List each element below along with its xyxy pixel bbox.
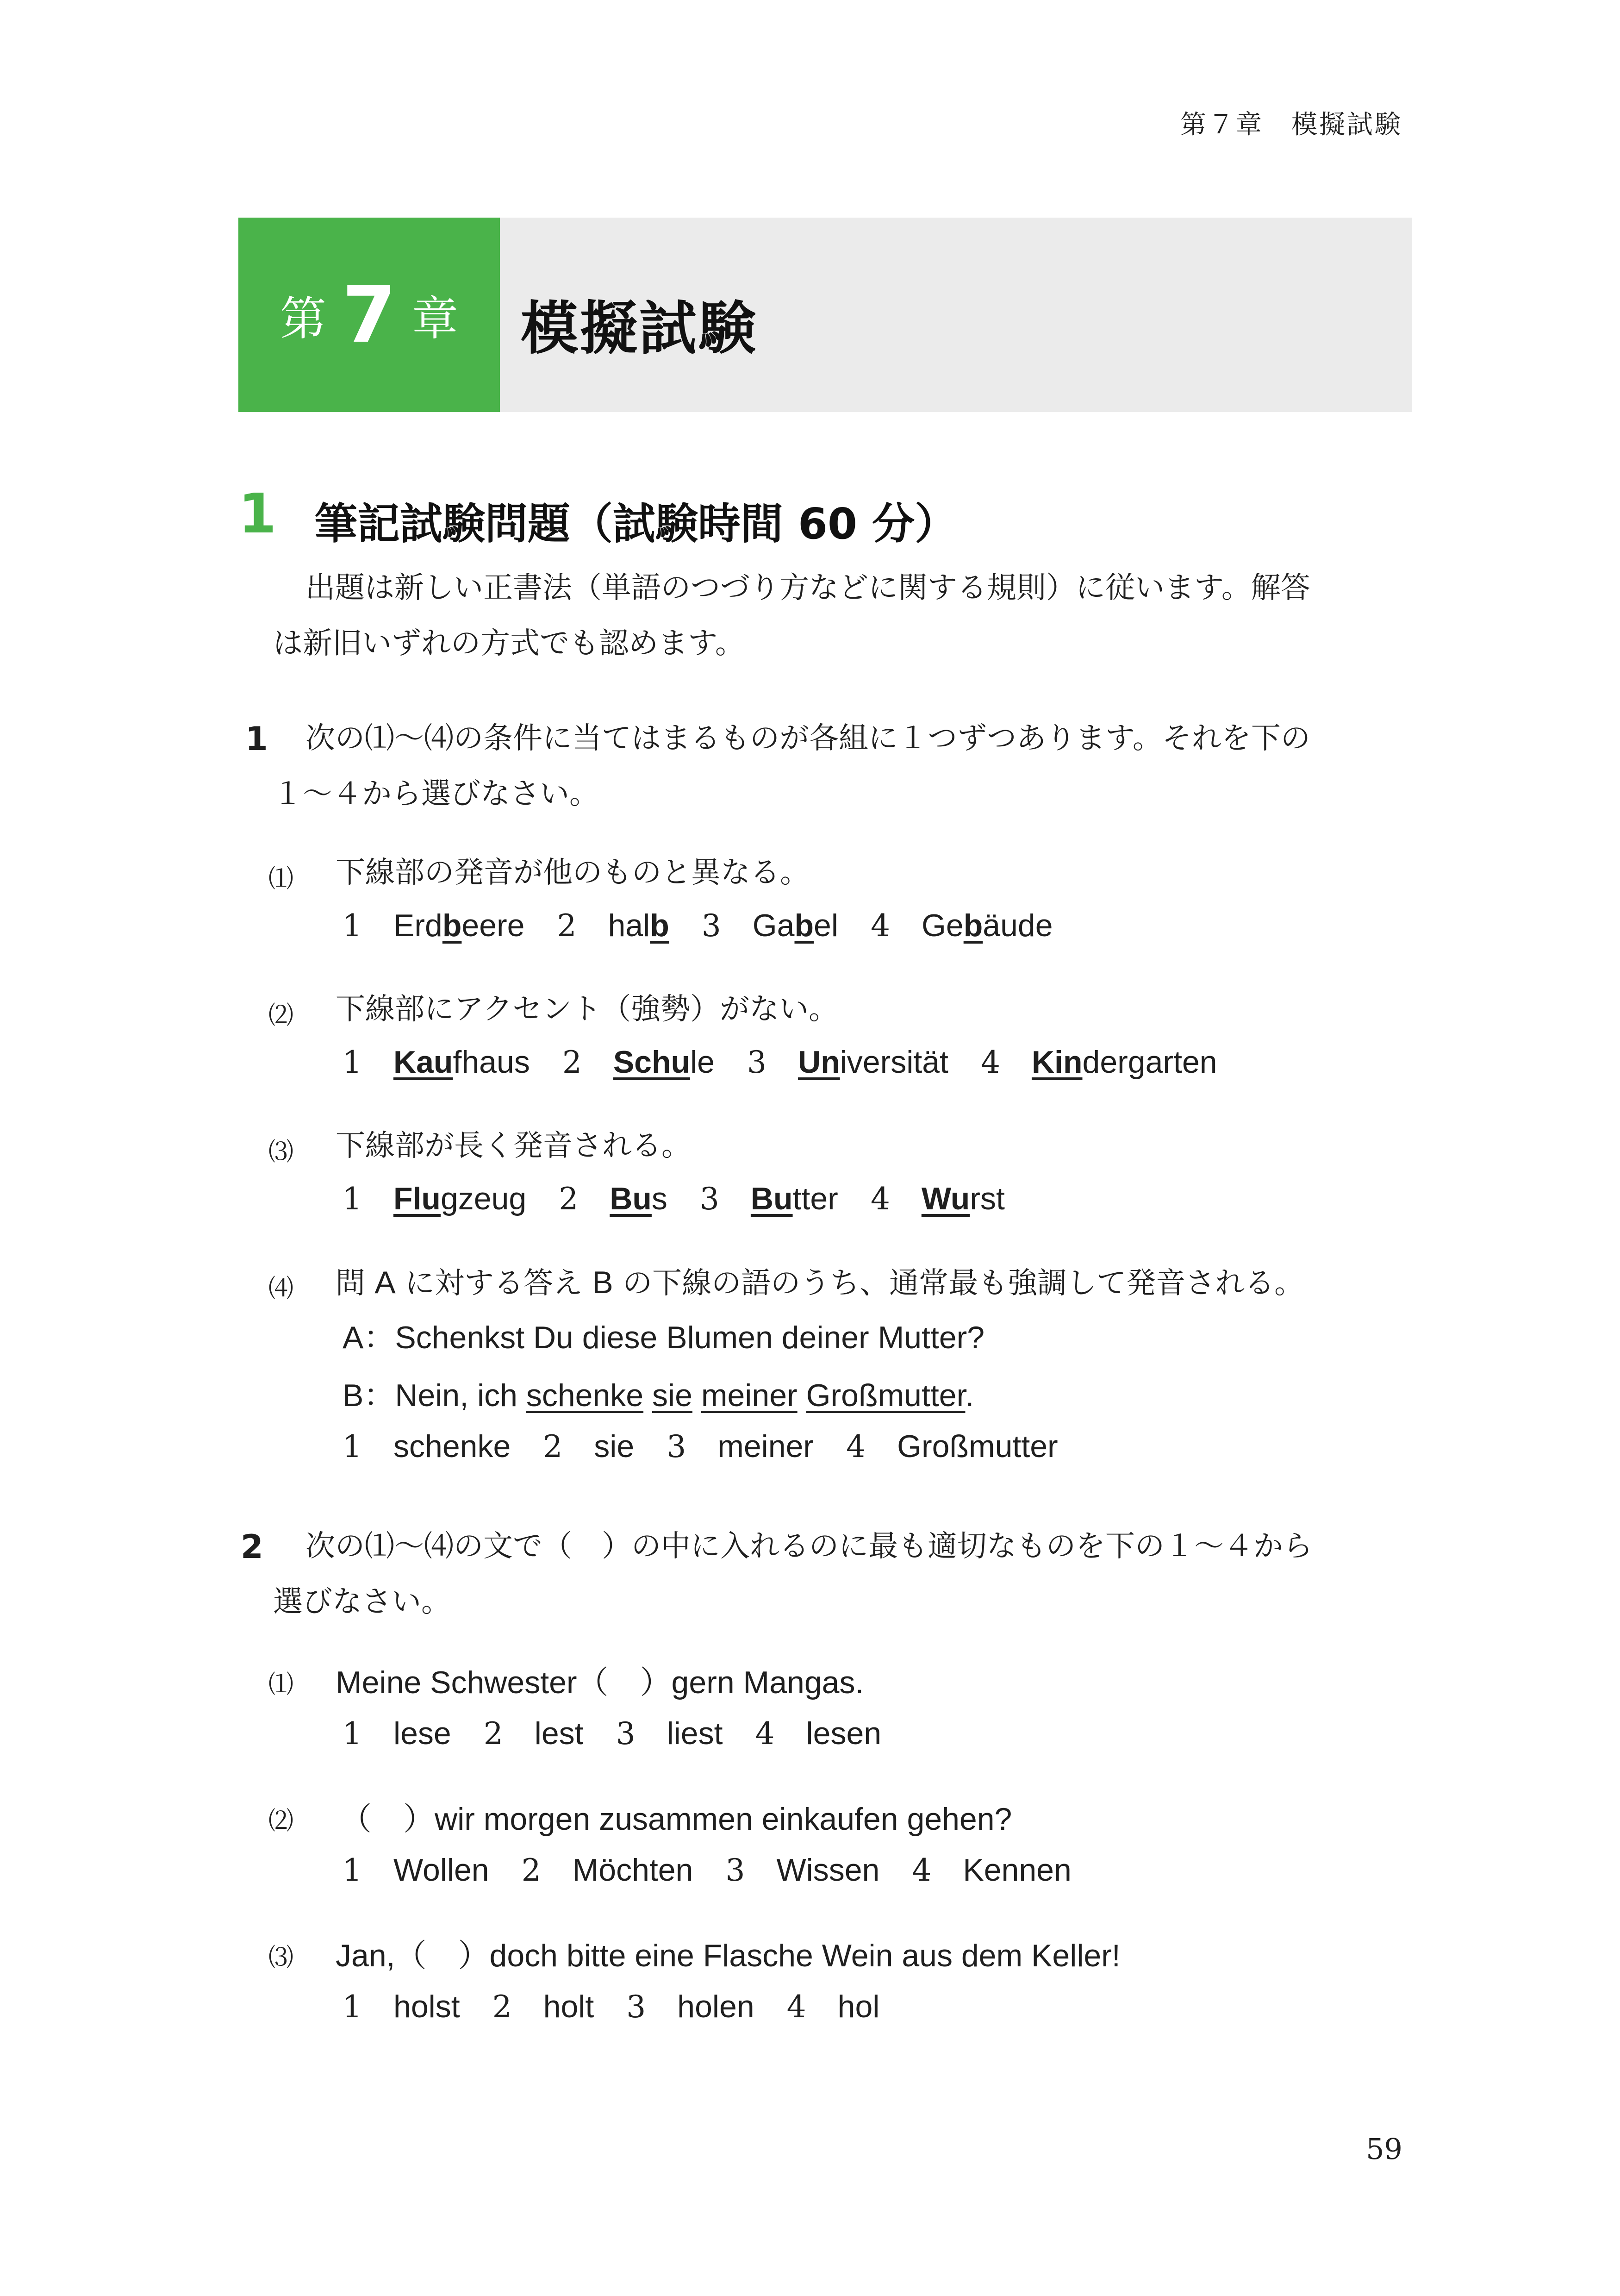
q1-item-4-prompt: 問 A に対する答え B の下線の語のうち、通常最も強調して発音される。 (336, 1265, 1304, 1301)
section-number: 1 (238, 482, 277, 545)
q1-item-1-options (343, 907, 1085, 944)
option-number: 2 (492, 1989, 512, 2025)
option-word: Gebäude (921, 908, 1053, 943)
option-word: holt (543, 1989, 594, 2024)
option-number: 4 (980, 1045, 1000, 1080)
option-word: halb (608, 908, 669, 943)
option-word: lese (393, 1716, 451, 1751)
q1-item-1-number: ⑴ (268, 864, 293, 893)
option-number: 2 (562, 1045, 582, 1080)
option-word: Butter (750, 1181, 838, 1216)
q2-item-3-number: ⑶ (268, 1943, 293, 1972)
q1-item-2-number: ⑵ (268, 1001, 293, 1030)
option-word: Gabel (752, 908, 838, 943)
q2-item-1-sentence: Meine Schwester（ ）gern Mangas. (336, 1665, 864, 1700)
chapter-number-block (238, 218, 500, 412)
q1-item-1-prompt: 下線部の発音が他のものと異なる。 (336, 856, 810, 890)
option-word: lest (534, 1716, 584, 1751)
option-number: 3 (699, 1181, 719, 1217)
option-number: 1 (343, 1989, 362, 2025)
q2-item-1-number: ⑴ (268, 1670, 293, 1699)
option-number: 4 (870, 908, 890, 944)
option-number: 3 (725, 1852, 745, 1888)
chapter-prefix: 第 (280, 292, 327, 346)
option-number: 1 (343, 1429, 362, 1464)
intro-line-1: 出題は新しい正書法（単語のつづり方などに関する規則）に従います。解答 (305, 571, 1310, 605)
option-number: 3 (616, 1716, 636, 1752)
intro-line-2: は新旧いずれの方式でも認めます。 (273, 626, 745, 661)
option-word: liest (667, 1716, 723, 1751)
section-title: 筆記試験問題（試験時間 60 分） (315, 499, 958, 549)
option-word: Wollen (393, 1852, 489, 1888)
option-word: sie (594, 1429, 635, 1464)
option-word: holst (393, 1989, 460, 2024)
option-word: schenke (393, 1429, 511, 1464)
option-word: Kaufhaus (393, 1045, 530, 1080)
q1-item-4-options (343, 1428, 1090, 1464)
q2-item-1-options (343, 1715, 914, 1752)
option-word: Wurst (921, 1181, 1005, 1216)
option-number: 3 (701, 908, 721, 944)
chapter-suffix: 章 (411, 292, 458, 346)
option-number: 4 (846, 1429, 866, 1464)
option-word: Kindergarten (1031, 1045, 1217, 1080)
option-word: Großmutter (897, 1429, 1058, 1464)
question-2-number: 2 (241, 1528, 263, 1566)
question-1-number: 1 (245, 720, 268, 758)
q2-item-3-sentence: Jan,（ ）doch bitte eine Flasche Wein aus dem Keller! (336, 1938, 1121, 1973)
option-word: hol (837, 1989, 880, 2024)
option-number: 2 (543, 1429, 563, 1464)
option-number: 4 (870, 1181, 890, 1217)
option-number: 2 (559, 1181, 579, 1217)
option-number: 3 (626, 1989, 646, 2025)
option-word: Flugzeug (393, 1181, 527, 1216)
option-word: lesen (806, 1716, 882, 1751)
page-number: 59 (1366, 2132, 1402, 2166)
question-2-line-2: 選びなさい。 (273, 1585, 451, 1619)
option-number: 2 (521, 1852, 541, 1888)
option-word: Bus (610, 1181, 667, 1216)
option-number: 1 (343, 1181, 362, 1217)
option-number: 1 (343, 1852, 362, 1888)
option-word: Wissen (776, 1852, 880, 1888)
q1-item-2-options (343, 1044, 1250, 1080)
q1-item-4-line-b: B：Nein, ich schenke sie meiner Großmutter. (343, 1378, 974, 1413)
question-2-line-1: 次の⑴〜⑷の文で（ ）の中に入れるのに最も適切なものを下の１〜４から (305, 1529, 1313, 1564)
q1-item-3-number: ⑶ (268, 1137, 293, 1166)
option-word: Möchten (572, 1852, 693, 1888)
option-number: 2 (483, 1716, 503, 1752)
option-word: Erdbeere (393, 908, 525, 943)
q1-item-3-prompt: 下線部が長く発音される。 (336, 1129, 691, 1163)
option-number: 2 (557, 908, 577, 944)
question-1-line-2: １〜４から選びなさい。 (273, 777, 599, 811)
option-word: holen (677, 1989, 754, 2024)
option-number: 1 (343, 908, 362, 944)
q1-item-4-number: ⑷ (268, 1274, 293, 1303)
option-number: 1 (343, 1716, 362, 1752)
q2-item-2-number: ⑵ (268, 1806, 293, 1835)
option-number: 3 (667, 1429, 686, 1464)
q1-item-4-line-a: A：Schenkst Du diese Blumen deiner Mutter? (343, 1320, 985, 1355)
question-1-line-1: 次の⑴〜⑷の条件に当てはまるものが各組に１つずつあります。それを下の (305, 721, 1310, 756)
option-word: Schule (613, 1045, 715, 1080)
q2-item-3-options (343, 1989, 912, 2025)
option-number: 4 (912, 1852, 932, 1888)
q1-item-3-options (343, 1181, 1037, 1217)
option-number: 4 (755, 1716, 775, 1752)
chapter-title: 模擬試験 (521, 295, 758, 362)
q2-item-2-sentence: （ ）wir morgen zusammen einkaufen gehen? (340, 1802, 1012, 1837)
option-number: 1 (343, 1045, 362, 1080)
option-word: Kennen (963, 1852, 1072, 1888)
q2-item-2-options (343, 1852, 1104, 1888)
chapter-number: 7 (342, 269, 396, 360)
option-word: Universität (798, 1045, 948, 1080)
q1-item-2-prompt: 下線部にアクセント（強勢）がない。 (336, 992, 839, 1026)
option-word: meiner (717, 1429, 814, 1464)
running-header: 第７章 模擬試験 (1180, 110, 1402, 140)
option-number: 3 (747, 1045, 767, 1080)
option-number: 4 (786, 1989, 806, 2025)
